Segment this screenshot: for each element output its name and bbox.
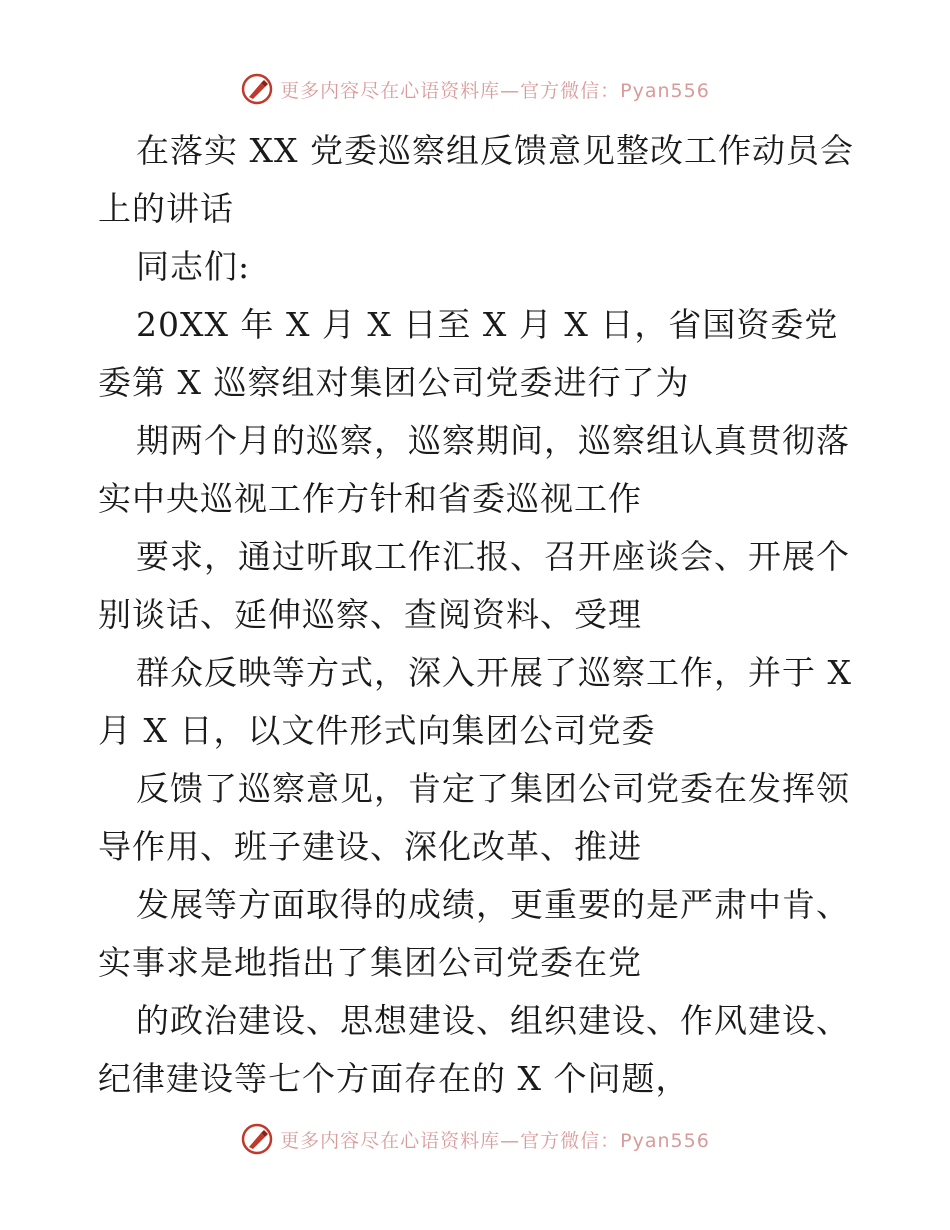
text-line: 期两个月的巡察，巡察期间，巡察组认真贯彻落 (136, 421, 850, 460)
text-line: 在落实 XX 党委巡察组反馈意见整改工作动员会 (136, 131, 854, 170)
text-line: 月 X 日，以文件形式向集团公司党委 (98, 711, 656, 750)
text-line: 的政治建设、思想建设、组织建设、作风建设、 (136, 1001, 850, 1040)
document-body (98, 122, 858, 1108)
text-line: 发展等方面取得的成绩，更重要的是严肃中肯、 (136, 885, 850, 924)
watermark-text: 更多内容尽在心语资料库—官方微信：Pyan556 (280, 1129, 710, 1152)
pen-logo-icon (240, 72, 274, 106)
text-line: 委第 X 巡察组对集团公司党委进行了为 (98, 363, 690, 402)
watermark-text: 更多内容尽在心语资料库—官方微信：Pyan556 (280, 79, 710, 102)
text-line: 实事求是地指出了集团公司党委在党 (98, 943, 642, 982)
text-line: 别谈话、延伸巡察、查阅资料、受理 (98, 595, 642, 634)
text-line: 同志们: (136, 247, 251, 286)
text-line: 实中央巡视工作方针和省委巡视工作 (98, 479, 642, 518)
text-line: 群众反映等方式，深入开展了巡察工作，并于 X (136, 653, 852, 692)
text-line: 要求，通过听取工作汇报、召开座谈会、开展个 (136, 537, 850, 576)
text-line: 纪律建设等七个方面存在的 X 个问题， (98, 1059, 690, 1098)
text-line: 20XX 年 X 月 X 日至 X 月 X 日，省国资委党 (136, 305, 839, 344)
text-line: 导作用、班子建设、深化改革、推进 (98, 827, 642, 866)
header-watermark (0, 72, 950, 106)
pen-logo-icon (240, 1122, 274, 1156)
text-line: 上的讲话 (98, 189, 234, 228)
footer-watermark (0, 1122, 950, 1156)
text-line: 反馈了巡察意见，肯定了集团公司党委在发挥领 (136, 769, 850, 808)
